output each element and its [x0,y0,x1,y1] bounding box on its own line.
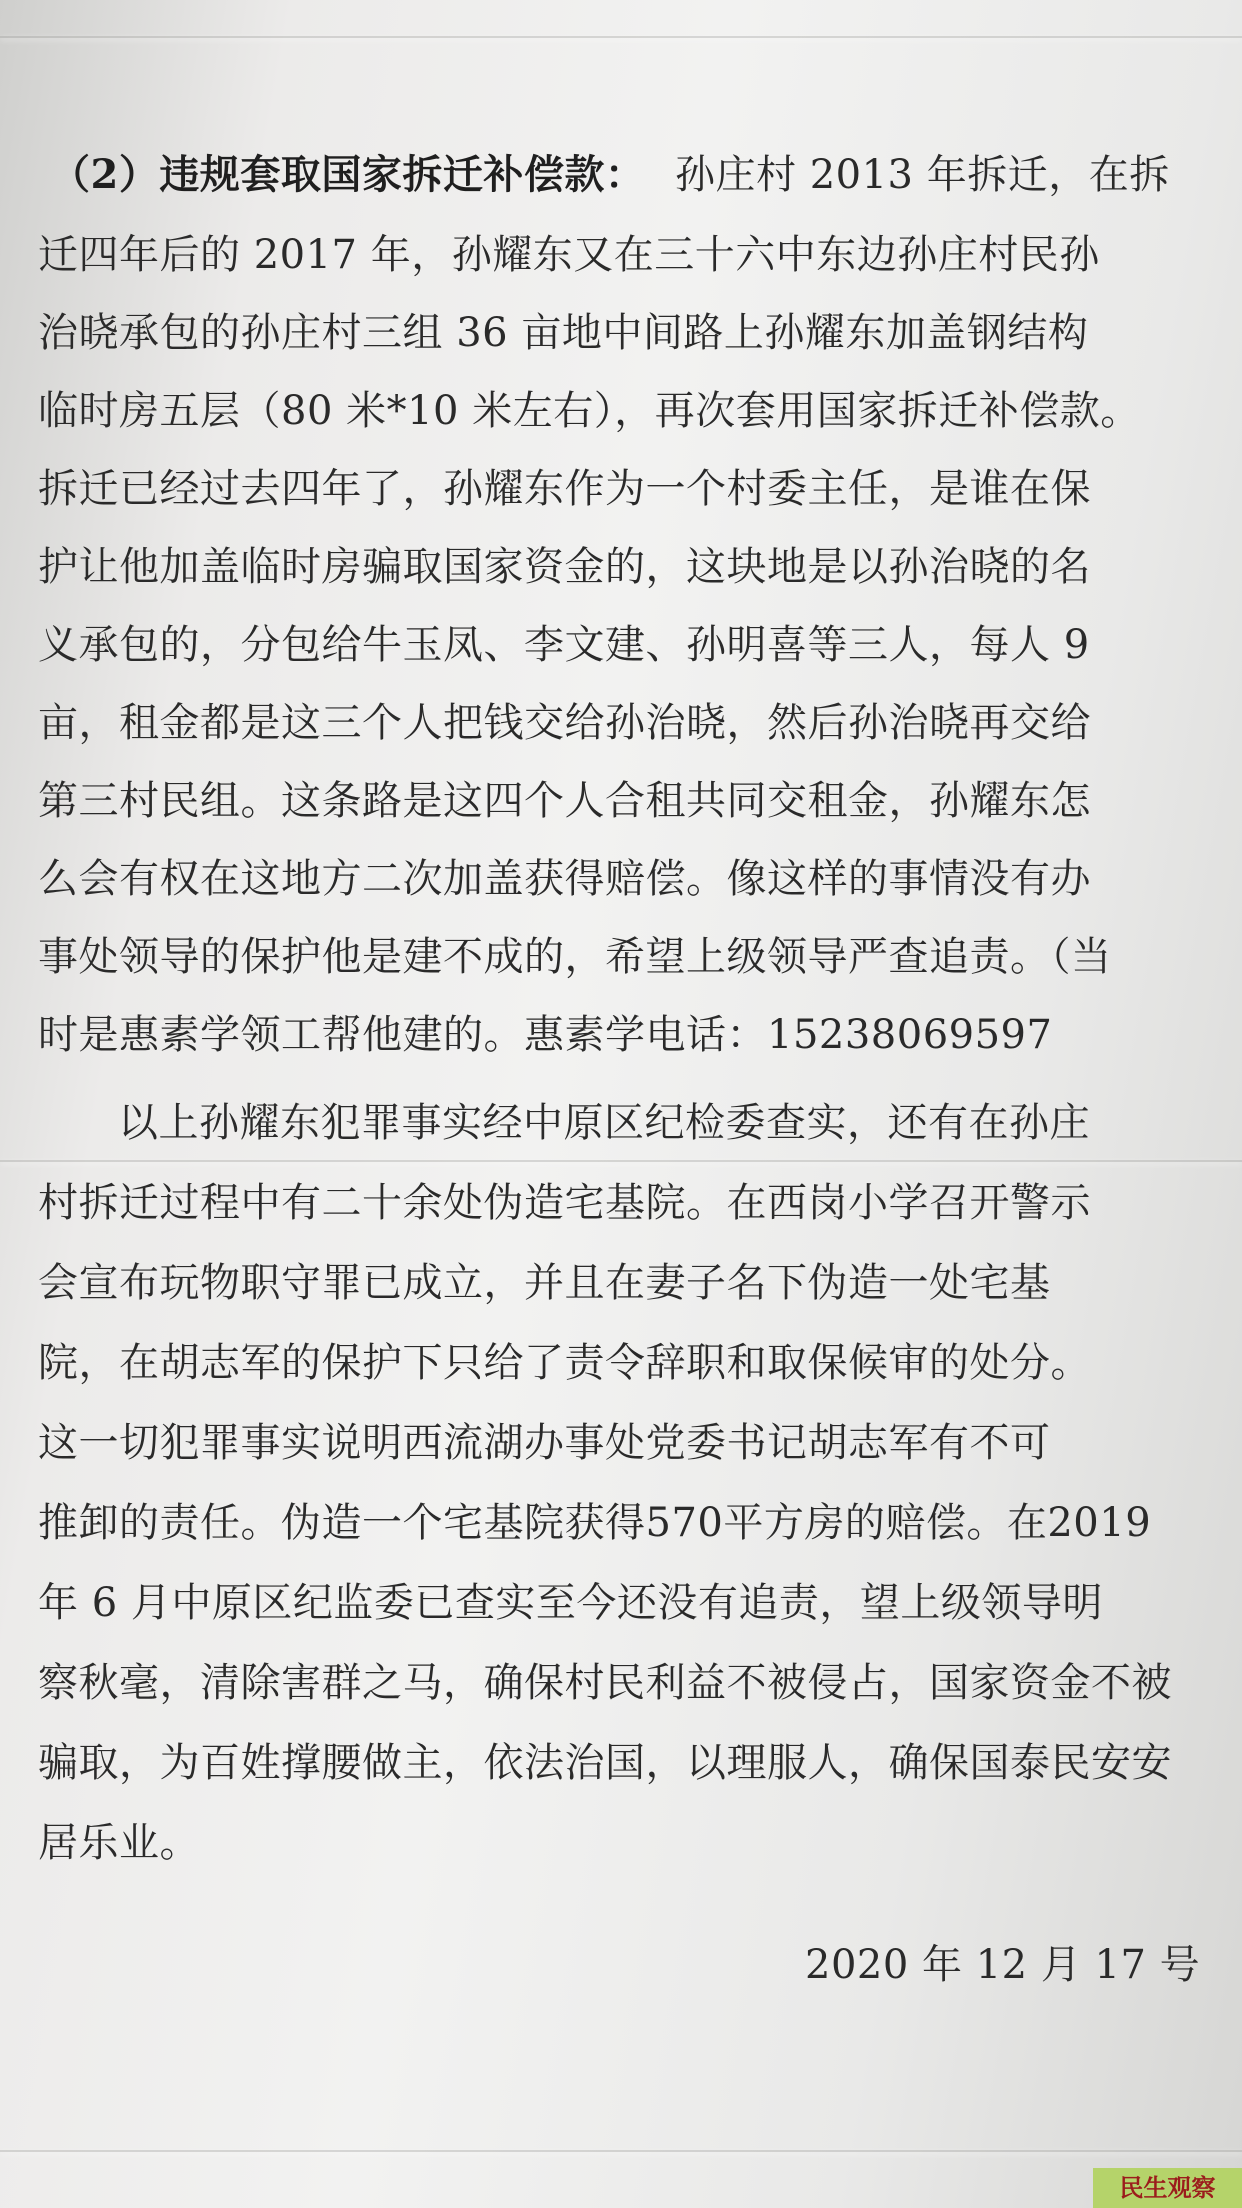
text-line [0,1643,1242,1723]
text-line [0,449,1242,529]
text-line [0,527,1242,607]
line-text: 推卸的责任。伪造一个宅基院获得570平方房的赔偿。在2019 [38,1500,1152,1546]
text-line [0,1563,1242,1643]
line-text: 事处领导的保护他是建不成的，希望上级领导严查追责。（当 [38,934,1112,980]
text-line [0,761,1242,841]
text-line [0,683,1242,763]
watermark-logo: 民生观察 [1093,2168,1242,2208]
paper-fold [0,2150,1242,2152]
document-date: 2020 年 12 月 17 号 [805,1942,1201,1988]
text-line [0,293,1242,373]
text-line [0,1083,1242,1163]
line-text: 治晓承包的孙庄村三组 36 亩地中间路上孙耀东加盖钢结构 [38,310,1089,356]
line-text: 么会有权在这地方二次加盖获得赔偿。像这样的事情没有办 [38,856,1091,902]
line-text: 村拆迁过程中有二十余处伪造宅基院。在西岗小学召开警示 [38,1180,1091,1226]
text-line [0,371,1242,451]
line-text: 亩，租金都是这三个人把钱交给孙治晓，然后孙治晓再交给 [38,700,1091,746]
line-text: 骗取，为百姓撑腰做主，依法治国，以理服人，确保国泰民安安 [38,1740,1172,1786]
line-text: 这一切犯罪事实说明西流湖办事处党委书记胡志军有不可 [38,1420,1051,1466]
line-text: 迁四年后的 2017 年，孙耀东又在三十六中东边孙庄村民孙 [38,232,1100,278]
text-line [0,215,1242,295]
line-text: 拆迁已经过去四年了，孙耀东作为一个村委主任，是谁在保 [38,466,1091,512]
line-text: 年 6 月中原区纪监委已查实至今还没有追责，望上级领导明 [38,1580,1103,1626]
line-text: 时是惠素学领工帮他建的。惠素学电话：15238069597 [38,1012,1053,1058]
line-text: 察秋毫，清除害群之马，确保村民利益不被侵占，国家资金不被 [38,1660,1172,1706]
section-heading: （2）违规套取国家拆迁补偿款： [50,151,646,198]
line-text: 居乐业。 [38,1820,200,1866]
line-text: 护让他加盖临时房骗取国家资金的，这块地是以孙治晓的名 [38,544,1091,590]
text-line [0,1323,1242,1403]
text-line [0,1803,1242,1883]
text-line [0,605,1242,685]
text-line [0,839,1242,919]
text-line [0,135,1242,215]
line-text: 第三村民组。这条路是这四个人合租共同交租金，孙耀东怎 [38,778,1091,824]
text-line [0,917,1242,997]
line-text: 孙庄村 2013 年拆迁，在拆 [675,152,1170,198]
line-text: 以上孙耀东犯罪事实经中原区纪检委查实，还有在孙庄 [118,1100,1090,1146]
line-text: 院，在胡志军的保护下只给了责令辞职和取保候审的处分。 [38,1340,1091,1386]
text-line [0,995,1242,1075]
text-line [0,1163,1242,1243]
text-line [0,1483,1242,1563]
line-text: 会宣布玩物职守罪已成立，并且在妻子名下伪造一处宅基 [38,1260,1051,1306]
line-text: 临时房五层（80 米*10 米左右），再次套用国家拆迁补偿款。 [38,388,1141,434]
date-line [0,1925,1242,2005]
paper-fold [0,36,1242,38]
text-line [0,1723,1242,1803]
text-line [0,1243,1242,1323]
text-line [0,1403,1242,1483]
line-text: 义承包的，分包给牛玉凤、李文建、孙明喜等三人，每人 9 [38,622,1090,668]
